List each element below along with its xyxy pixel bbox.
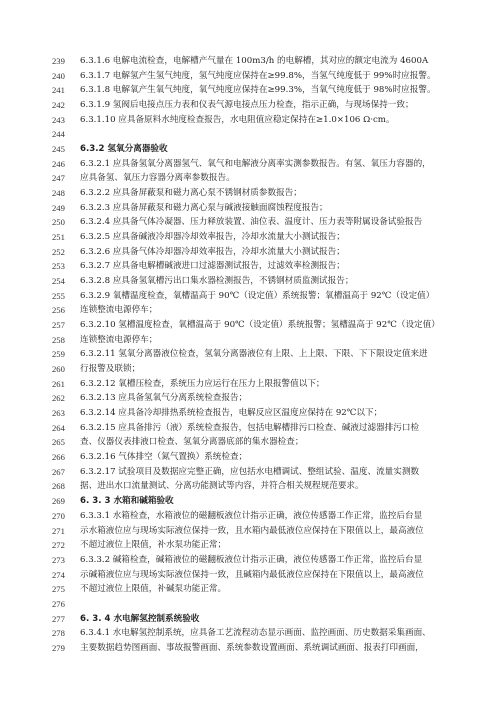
line-number: 254: [52, 276, 65, 287]
text-line: [0, 98, 500, 113]
line-number: 274: [52, 569, 65, 580]
line-number: 244: [52, 129, 65, 140]
section-heading: 6. 3. 4 水电解氢控制系统验收: [80, 613, 200, 624]
line-number: 276: [52, 598, 65, 609]
text-line: [0, 186, 500, 201]
line-number: 242: [52, 100, 65, 111]
text-line: [0, 69, 500, 84]
text-line: [0, 406, 500, 421]
line-number: 256: [52, 305, 65, 316]
line-number: 261: [52, 378, 65, 389]
line-number: 268: [52, 481, 65, 492]
section-heading: 6.3.2 氢氧分离器验收: [80, 144, 168, 155]
text-line: [0, 215, 500, 230]
line-number: 258: [52, 334, 65, 345]
text-line: [0, 421, 500, 436]
line-number: 265: [52, 437, 65, 448]
line-text: 6.3.2.15 应具备排污（液）系统检查报告，包括电解槽排污口检查、碱液过滤器排污口检: [80, 422, 420, 433]
line-number: 249: [52, 202, 65, 213]
line-text: 连锁整流电源停车；: [80, 305, 158, 316]
line-number: 248: [52, 188, 65, 199]
line-text: 6.3.1.7 电解氢产生氢气纯度，氢气纯度应保持在≥99.8%，当氢气纯度低于 99%时应报警。: [80, 70, 436, 81]
text-line: [0, 54, 500, 69]
line-number: 279: [52, 642, 65, 653]
text-line: [0, 83, 500, 98]
line-number: 253: [52, 261, 65, 272]
text-line: [0, 582, 500, 597]
line-number: 269: [52, 496, 65, 507]
line-number: 278: [52, 628, 65, 639]
line-text: 6.3.2.3 应具备屏蔽泵和磁力离心泵与碱液接触面腐蚀程度报告；: [80, 202, 328, 213]
line-text: 6.3.3.1 水箱检查，水箱液位的磁翻板液位计指示正确，液位传感器工作正常，监控后台显: [80, 510, 423, 521]
text-line: [0, 230, 500, 245]
line-number: 273: [52, 554, 65, 565]
text-line: [0, 171, 500, 186]
text-line: [0, 568, 500, 583]
text-line: [0, 435, 500, 450]
line-number: 239: [52, 56, 65, 66]
line-text: 6.3.2.1 应具备氢氧分离器氢气、氧气和电解液分离率实测参数报告。有氢、氧压力容器的，: [80, 158, 431, 169]
line-number: 270: [52, 510, 65, 521]
text-line: [0, 318, 500, 333]
section-heading-line: [0, 494, 500, 509]
text-line: [0, 524, 500, 539]
text-line: [0, 641, 500, 656]
line-text: 6.3.1.8 电解氧产生氧气纯度，氧气纯度应保持在≥99.3%，当氧气纯度低于 98%时应报警。: [80, 85, 436, 96]
section-heading: 6. 3. 3 水箱和碱箱验收: [80, 496, 174, 507]
line-text: 6.3.2.8 应具备氢氧槽污出口集水器检测报告，不锈钢材质监测试报告；: [80, 276, 354, 287]
line-text: 应具备氢、氧压力容器分离率参数报告。: [80, 173, 235, 184]
line-text: 6.3.2.4 应具备气体冷凝器、压力释放装置、油位表、温度计、压力表等附属设备试验报告: [80, 217, 423, 228]
line-number: 271: [52, 525, 65, 536]
text-line: [0, 479, 500, 494]
line-number: 246: [52, 158, 65, 169]
line-text: 6.3.3.2 碱箱检查，碱箱液位的磁翻板液位计指示正确，液位传感器工作正常，监控后台显: [80, 554, 423, 565]
line-number: 277: [52, 613, 65, 624]
line-number: 264: [52, 422, 65, 433]
text-line: [0, 597, 500, 612]
text-line: [0, 303, 500, 318]
line-number: 275: [52, 584, 65, 595]
document-body: [0, 54, 500, 656]
line-text: 6.3.4.1 水电解氢控制系统，应具备工艺流程动态显示画面、监控画面、历史数据采集画面、: [80, 628, 431, 639]
line-number: 257: [52, 320, 65, 331]
line-text: 6.3.2.11 氢氧分离器液位检查，氢氧分离器液位有上限、上上限、下限、下下限设定值来进: [80, 349, 428, 360]
line-text: 不超过液位上限值，补水泵功能正常；: [80, 540, 227, 551]
text-line: [0, 289, 500, 304]
line-text: 示碱箱液位应与现场实际液位保持一致，且碱箱内最低液位应保持在下限值以上，最高液位: [80, 569, 424, 580]
text-line: [0, 553, 500, 568]
line-text: 行报警及联锁；: [80, 364, 141, 375]
text-line: [0, 450, 500, 465]
line-number: 263: [52, 408, 65, 419]
line-text: 6.3.1.9 氢阀后电接点压力表和仪表气源电接点压力检查，指示正确，与现场保持一致；: [80, 100, 414, 111]
text-line: [0, 465, 500, 480]
line-text: 6.3.2.14 应具备冷却排热系统检查报告，电解反应区温度应保持在 92℃以下；: [80, 408, 383, 419]
text-line: [0, 274, 500, 289]
line-text: 6.3.2.10 氢槽温度检查，氧槽温高于 90℃（设定值）系统报警；氢槽温高于 92℃（设定值）: [80, 320, 440, 331]
section-heading-line: [0, 142, 500, 157]
line-text: 6.3.2.16 气体排空（氮气置换）系统检查；: [80, 452, 248, 463]
line-text: 6.3.1.6 电解电流检查，电解槽产气量在 100m3/h 的电解槽，其对应的额定电流为 4600A: [80, 56, 429, 66]
text-line: [0, 509, 500, 524]
line-text: 6.3.2.12 氧槽压检查，系统压力应运行在压力上限报警值以下；: [80, 378, 325, 389]
line-text: 主要数据趋势图画面、事故报警画面、系统参数设置画面、系统调试画面、报表打印画面，: [80, 642, 424, 653]
section-heading-line: [0, 612, 500, 627]
text-line: [0, 538, 500, 553]
text-line: [0, 333, 500, 348]
line-number: 255: [52, 290, 65, 301]
line-text: 6.3.1.10 应具备原料水纯度检查报告，水电阻值应稳定保持在≥1.0×106 Ω·cm。: [80, 114, 395, 125]
text-line: [0, 127, 500, 142]
text-line: [0, 347, 500, 362]
line-text: 6.3.2.7 应具备电解槽碱液进口过滤器测试报告，过滤效率检测报告；: [80, 261, 345, 272]
line-number: 240: [52, 70, 65, 81]
line-number: 267: [52, 466, 65, 477]
line-text: 据、进出水口流量测试、分离功能测试等内容，并符合相关规程规范要求。: [80, 481, 364, 492]
line-number: 250: [52, 217, 65, 228]
line-number: 252: [52, 246, 65, 257]
line-number: 259: [52, 349, 65, 360]
text-line: [0, 113, 500, 128]
text-line: [0, 245, 500, 260]
text-line: [0, 201, 500, 216]
text-line: [0, 259, 500, 274]
line-number: 262: [52, 393, 65, 404]
line-number: 245: [52, 144, 65, 155]
text-line: [0, 157, 500, 172]
line-text: 6.3.2.13 应具备氢氧气分离系统检查报告；: [80, 393, 248, 404]
line-number: 251: [52, 232, 65, 243]
line-text: 连锁整流电源停车；: [80, 334, 158, 345]
line-text: 查、仪器仪表排液口检查、氢氧分离器底部的集水器检查；: [80, 437, 304, 448]
text-line: [0, 377, 500, 392]
line-text: 6.3.2.2 应具备屏蔽泵和磁力离心泵不锈钢材质参数报告；: [80, 188, 302, 199]
line-text: 不超过液位上限值，补碱泵功能正常。: [80, 584, 227, 595]
line-number: 266: [52, 452, 65, 463]
text-line: [0, 626, 500, 641]
line-text: 6.3.2.9 氧槽温度检查，氧槽温高于 90℃（设定值）系统报警；氧槽温高于 92℃（设定值）: [80, 290, 435, 301]
line-text: 6.3.2.6 应具备气体冷却器冷却效率报告，冷却水流量大小测试报告；: [80, 246, 345, 257]
line-number: 247: [52, 173, 65, 184]
line-number: 260: [52, 364, 65, 375]
line-text: 6.3.2.5 应具备碱液冷却器冷却效率报告，冷却水流量大小测试报告；: [80, 232, 345, 243]
line-number: 241: [52, 85, 65, 96]
line-number: 272: [52, 540, 65, 551]
text-line: [0, 362, 500, 377]
line-text: 示水箱液位应与现场实际液位保持一致，且水箱内最低液位应保持在下限值以上，最高液位: [80, 525, 424, 536]
line-text: 6.3.2.17 试验项目及数据应完整正确，应包括水电槽调试、整组试验、温度、流量实测数: [80, 466, 420, 477]
line-number: 243: [52, 114, 65, 125]
text-line: [0, 391, 500, 406]
